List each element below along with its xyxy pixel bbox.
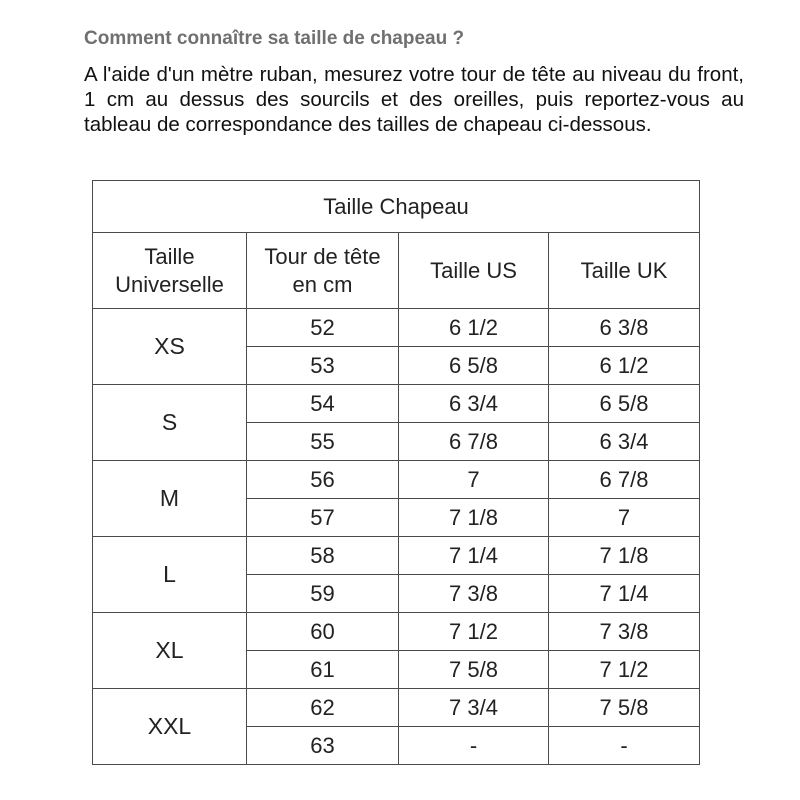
header-line: Universelle [115,271,224,297]
table-row [93,385,700,423]
table-row [93,689,700,727]
cm-cell: 62 [247,689,399,727]
cm-cell: 63 [247,727,399,765]
cm-cell: 60 [247,613,399,651]
cm-cell: 56 [247,461,399,499]
uk-cell: 6 1/2 [549,347,700,385]
header-head-circumference [247,233,399,309]
us-cell: 7 5/8 [399,651,549,689]
us-cell: 7 [399,461,549,499]
cm-cell: 61 [247,651,399,689]
hat-size-table [92,180,700,765]
table-row [93,461,700,499]
us-cell: 7 3/4 [399,689,549,727]
header-line: Taille [144,243,195,269]
us-cell: 6 1/2 [399,309,549,347]
cm-cell: 54 [247,385,399,423]
header-line: Taille US [430,257,517,283]
table-row [93,309,700,347]
us-cell: 6 5/8 [399,347,549,385]
cm-cell: 53 [247,347,399,385]
uk-cell: 6 5/8 [549,385,700,423]
header-uk-size [549,233,700,309]
universal-size-cell: L [93,537,247,613]
uk-cell: 7 1/2 [549,651,700,689]
header-line: Tour de tête [264,243,381,269]
universal-size-cell: XXL [93,689,247,765]
header-line: en cm [292,271,353,297]
table-row [93,537,700,575]
universal-size-cell: M [93,461,247,537]
cm-cell: 58 [247,537,399,575]
universal-size-cell: XL [93,613,247,689]
uk-cell: 6 3/8 [549,309,700,347]
cm-cell: 52 [247,309,399,347]
intro-paragraph: A l'aide d'un mètre ruban, mesurez votre tour de tête au niveau du front, 1 cm au dessus des sourcils et des oreilles, puis reportez-vous au tableau de correspondance des tailles de chapeau ci-dessous. [84,63,744,136]
us-cell: 7 1/2 [399,613,549,651]
uk-cell: 6 7/8 [549,461,700,499]
us-cell: 7 1/8 [399,499,549,537]
uk-cell: 7 1/4 [549,575,700,613]
header-us-size [399,233,549,309]
us-cell: 7 1/4 [399,537,549,575]
cm-cell: 57 [247,499,399,537]
uk-cell: 7 3/8 [549,613,700,651]
table-row [93,613,700,651]
uk-cell: 7 [549,499,700,537]
universal-size-cell: XS [93,309,247,385]
header-line: Taille UK [580,257,668,283]
us-cell: - [399,727,549,765]
uk-cell: 6 3/4 [549,423,700,461]
us-cell: 6 3/4 [399,385,549,423]
uk-cell: 7 1/8 [549,537,700,575]
cm-cell: 59 [247,575,399,613]
cm-cell: 55 [247,423,399,461]
us-cell: 6 7/8 [399,423,549,461]
page-heading: Comment connaître sa taille de chapeau ? [84,28,465,49]
table-title: Taille Chapeau [93,181,700,233]
universal-size-cell: S [93,385,247,461]
us-cell: 7 3/8 [399,575,549,613]
uk-cell: - [549,727,700,765]
header-universal-size [93,233,247,309]
uk-cell: 7 5/8 [549,689,700,727]
